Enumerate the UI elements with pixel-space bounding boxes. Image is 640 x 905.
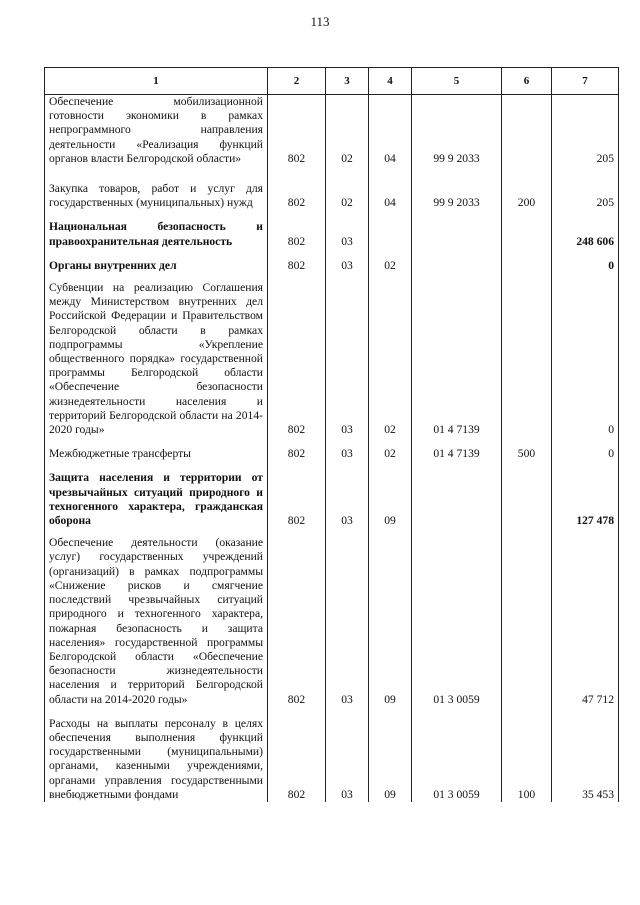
subsection-code: 09 [369, 707, 412, 802]
ministry-code: 802 [268, 95, 326, 167]
row-description: Расходы на выплаты персоналу в целях обеспечения выполнения функций государственными (муниципальными) органами, казенными учреждениями, органами управления государственными внебюджетными фондами [45, 707, 268, 802]
ministry-code: 802 [268, 249, 326, 281]
section-code: 02 [326, 95, 369, 167]
amount: 35 453 [552, 707, 619, 802]
section-code: 03 [326, 437, 369, 461]
row-description: Межбюджетные трансферты [45, 437, 268, 461]
table-row [45, 210, 619, 248]
ministry-code: 802 [268, 281, 326, 437]
expense-type-code [502, 281, 552, 437]
table-row [45, 249, 619, 281]
target-article-code: 01 3 0059 [412, 707, 502, 802]
expense-type-code: 100 [502, 707, 552, 802]
subsection-code: 02 [369, 281, 412, 437]
amount: 47 712 [552, 528, 619, 706]
table-row [45, 707, 619, 802]
ministry-code: 802 [268, 210, 326, 248]
subsection-code [369, 210, 412, 248]
amount: 0 [552, 437, 619, 461]
ministry-code: 802 [268, 707, 326, 802]
column-header: 5 [412, 68, 502, 95]
expense-type-code [502, 249, 552, 281]
table-row [45, 461, 619, 528]
ministry-code: 802 [268, 437, 326, 461]
amount: 0 [552, 281, 619, 437]
section-code: 03 [326, 281, 369, 437]
section-code: 02 [326, 166, 369, 210]
target-article-code [412, 249, 502, 281]
column-header: 6 [502, 68, 552, 95]
section-code: 03 [326, 461, 369, 528]
row-description: Закупка товаров, работ и услуг для государственных (муниципальных) нужд [45, 166, 268, 210]
amount: 0 [552, 249, 619, 281]
row-description: Национальная безопасность и правоохранительная деятельность [45, 210, 268, 248]
target-article-code [412, 210, 502, 248]
header-row [45, 68, 619, 95]
target-article-code [412, 461, 502, 528]
expense-type-code: 500 [502, 437, 552, 461]
expense-type-code [502, 528, 552, 706]
amount: 248 606 [552, 210, 619, 248]
column-header: 1 [45, 68, 268, 95]
row-description: Субвенции на реализацию Соглашения между Министерством внутренних дел Российской Федерации и Правительством Белгородской области в рамках подпрограммы «Укрепление общественного порядка» государственной программы Белгородской области «Обеспечение безопасности жизнедеятельности населения и территорий Белгородской области на 2014-2020 годы» [45, 281, 268, 437]
section-code: 03 [326, 210, 369, 248]
table-row [45, 437, 619, 461]
amount: 205 [552, 95, 619, 167]
subsection-code: 02 [369, 249, 412, 281]
subsection-code: 09 [369, 461, 412, 528]
column-header: 2 [268, 68, 326, 95]
row-description: Обеспечение деятельности (оказание услуг) государственных учреждений (организаций) в рамках подпрограммы «Снижение рисков и смягчение последствий чрезвычайных ситуаций природного и техногенного характера, пожарная безопасность и защита населения» государственной программы Белгородской области «Обеспечение безопасности жизнедеятельности населения и территорий Белгородской области на 2014-2020 годы» [45, 528, 268, 706]
column-header: 7 [552, 68, 619, 95]
expense-type-code [502, 95, 552, 167]
amount: 205 [552, 166, 619, 210]
ministry-code: 802 [268, 461, 326, 528]
target-article-code: 01 4 7139 [412, 437, 502, 461]
target-article-code: 99 9 2033 [412, 95, 502, 167]
column-header: 4 [369, 68, 412, 95]
target-article-code: 01 3 0059 [412, 528, 502, 706]
ministry-code: 802 [268, 528, 326, 706]
table-row [45, 528, 619, 706]
expense-type-code [502, 210, 552, 248]
ministry-code: 802 [268, 166, 326, 210]
row-description: Органы внутренних дел [45, 249, 268, 281]
table-row [45, 166, 619, 210]
section-code: 03 [326, 707, 369, 802]
subsection-code: 02 [369, 437, 412, 461]
expense-type-code [502, 461, 552, 528]
subsection-code: 04 [369, 95, 412, 167]
expense-type-code: 200 [502, 166, 552, 210]
row-description: Обеспечение мобилизационной готовности экономики в рамках непрограммного направления деятельности «Реализация функций органов власти Белгородской области» [45, 95, 268, 167]
subsection-code: 09 [369, 528, 412, 706]
section-code: 03 [326, 528, 369, 706]
target-article-code: 99 9 2033 [412, 166, 502, 210]
page-number: 113 [310, 14, 330, 29]
budget-table [44, 67, 619, 802]
table-row [45, 281, 619, 437]
subsection-code: 04 [369, 166, 412, 210]
column-header: 3 [326, 68, 369, 95]
amount: 127 478 [552, 461, 619, 528]
target-article-code: 01 4 7139 [412, 281, 502, 437]
row-description: Защита населения и территории от чрезвычайных ситуаций природного и техногенного характера, гражданская оборона [45, 461, 268, 528]
section-code: 03 [326, 249, 369, 281]
table-row [45, 95, 619, 167]
